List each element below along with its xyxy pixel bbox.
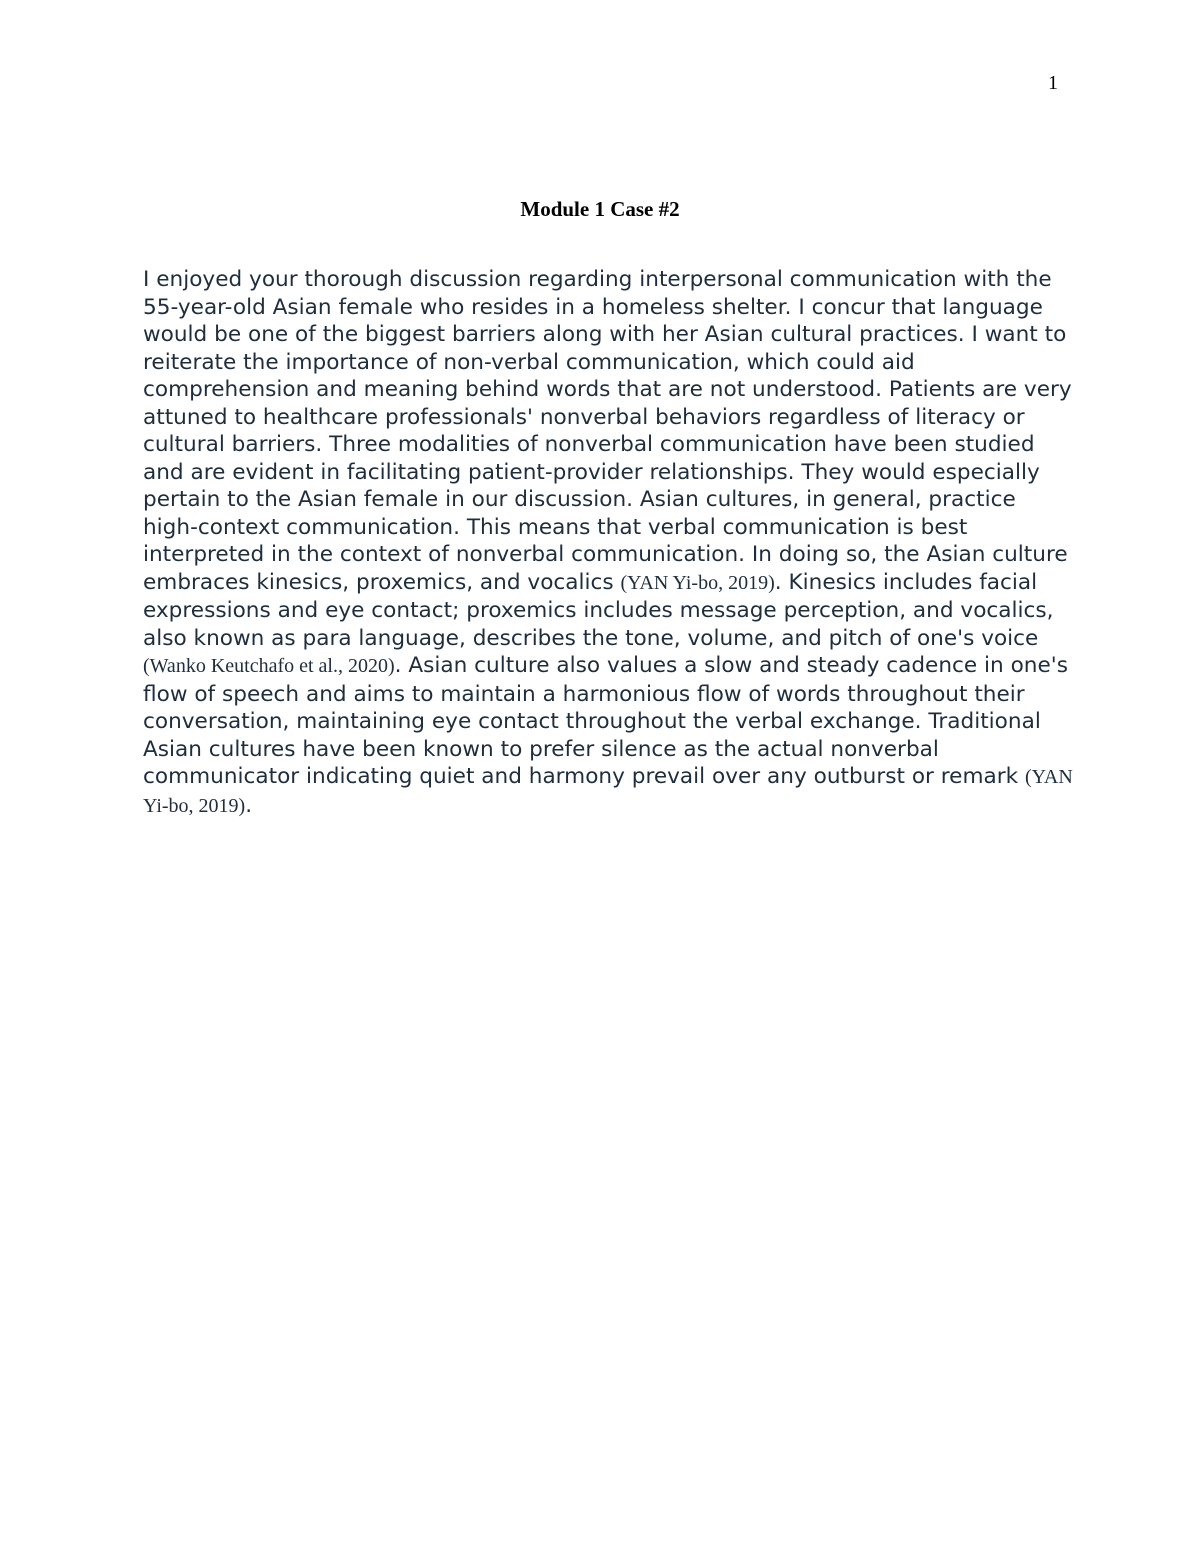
body-paragraph — [143, 266, 1073, 820]
citation-3: (YAN Yi-bo, 2019) — [143, 766, 1073, 817]
paragraph-text-3: . Asian culture also values a slow and steady cadence in one's flow of speech and aims to maintain a harmonious flow of words throughout their conversation, maintaining eye contact throughout the verbal exchange. Traditional Asian cultures have been known to prefer silence as the actual nonverbal communicator indicating quiet and harmony prevail over any outburst or remark — [143, 653, 1068, 789]
paragraph-text-2: . Kinesics includes facial expressions and eye contact; proxemics includes message perception, and vocalics, also known as para language, describes the tone, volume, and pitch of one's voice — [143, 569, 1054, 651]
document-title: Module 1 Case #2 — [520, 197, 680, 221]
page-number: 1 — [1048, 72, 1058, 94]
citation-2: (Wanko Keutchafo et al., 2020) — [143, 655, 395, 677]
paragraph-end: . — [245, 792, 253, 818]
paragraph-text-1: I enjoyed your thorough discussion regarding interpersonal communication with the 55-year-old Asian female who resides in a homeless shelter. I concur that language would be one of the biggest barriers along with her Asian cultural practices. I want to reiterate the importance of non-verbal communication, which could aid comprehension and meaning behind words that are not understood. Patients are very attuned to healthcare professionals' nonverbal behaviors regardless of literacy or cultural barriers. Three modalities of nonverbal communication have been studied and are evident in facilitating patient-provider relationships. They would especially pertain to the Asian female in our discussion. Asian cultures, in general, practice high-context communication. This means that verbal communication is best interpreted in the context of nonverbal communication. In doing so, the Asian culture embraces kinesics, proxemics, and vocalics — [143, 267, 1072, 595]
citation-1: (YAN Yi-bo, 2019) — [620, 571, 775, 594]
